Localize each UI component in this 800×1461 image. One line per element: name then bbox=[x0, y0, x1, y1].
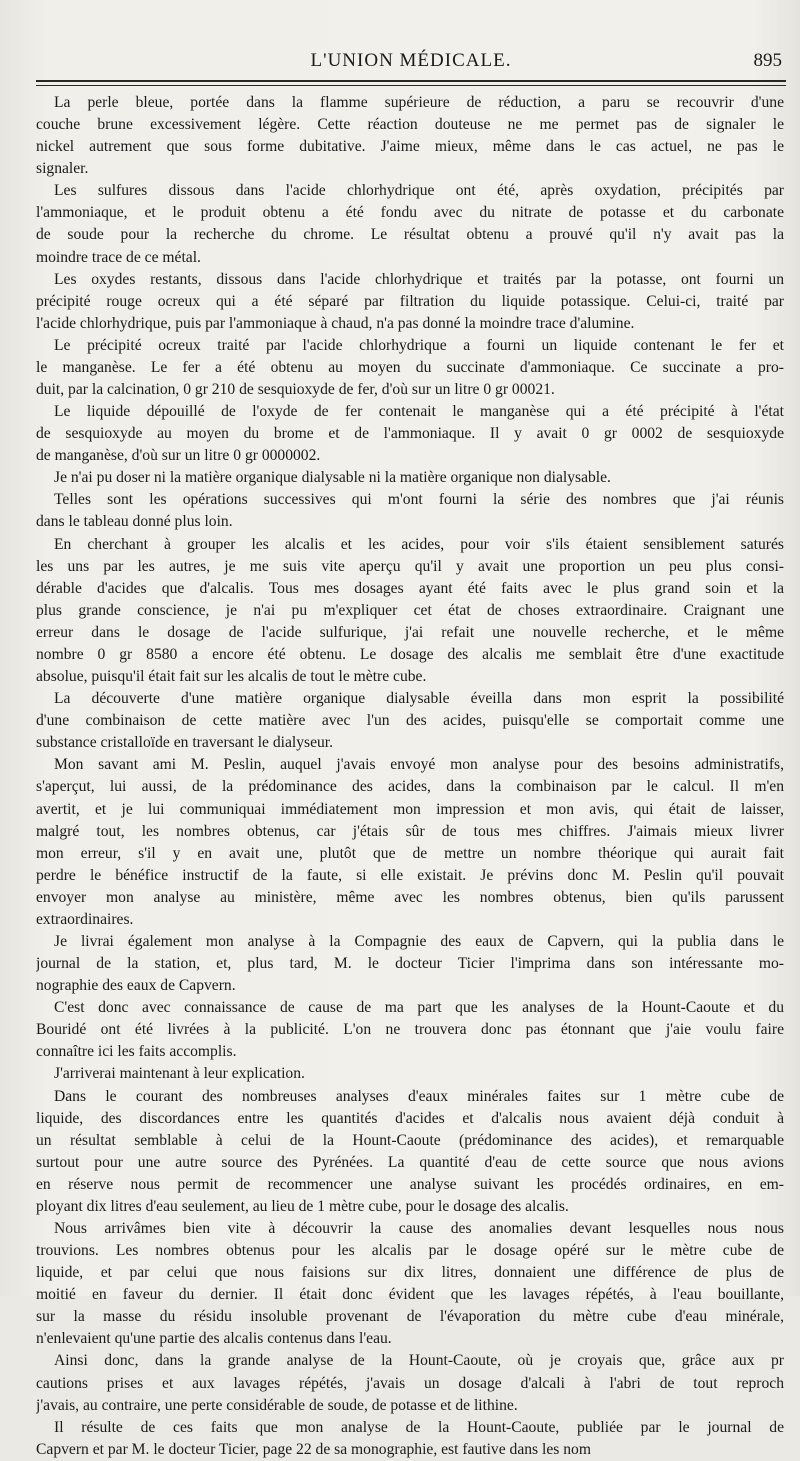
paragraph bbox=[36, 489, 784, 533]
paragraph bbox=[36, 467, 784, 489]
text-line: nombre 0 gr 8580 a encore été obtenu. Le dosage des alcalis me semblait être d'une exactitude bbox=[36, 645, 784, 663]
paragraph bbox=[36, 1350, 784, 1416]
page-number: 895 bbox=[753, 50, 782, 71]
text-line: plus grande conscience, je n'ai pu m'expliquer cet état de choses extraordinaire. Craignant une bbox=[36, 601, 784, 619]
text-line: Telles sont les opérations successives qui m'ont fourni la série des nombres que j'ai réunis bbox=[54, 491, 784, 509]
text-line: trouvions. Les nombres obtenus pour les alcalis par le dosage opéré sur le mètre cube de bbox=[36, 1242, 784, 1260]
text-line: Nous arrivâmes bien vite à découvrir la cause des anomalies devant lesquelles nous nous bbox=[54, 1219, 784, 1237]
text-line: La perle bleue, portée dans la flamme supérieure de réduction, a paru se recouvrir d'une bbox=[54, 94, 784, 111]
paragraph bbox=[36, 335, 784, 401]
paragraph bbox=[36, 92, 784, 180]
text-line: Les sulfures dissous dans l'acide chlorhydrique ont été, après oxydation, précipités par bbox=[54, 182, 784, 200]
text-line: couche brune excessivement légère. Cette réaction douteuse ne me permet pas de signaler le bbox=[36, 116, 784, 134]
text-line: signaler. bbox=[36, 160, 89, 178]
text-line: connaître ici les faits accomplis. bbox=[36, 1043, 237, 1061]
text-line: C'est donc avec connaissance de cause de ma part que les analyses de la Hount-Caoute et du bbox=[54, 999, 784, 1017]
text-line: de manganèse, d'où sur un litre 0 gr 0000002. bbox=[36, 447, 321, 465]
paragraph bbox=[36, 1086, 784, 1218]
text-line: Le précipité ocreux traité par l'acide chlorhydrique a fourni un liquide contenant le fer et bbox=[54, 336, 784, 354]
body-text bbox=[36, 92, 784, 1461]
paragraph bbox=[36, 180, 784, 268]
paragraph bbox=[36, 1063, 784, 1085]
text-line: les uns par les autres, je me suis vite aperçu qu'il y avait une proportion un peu plus consi- bbox=[36, 557, 784, 575]
page-header bbox=[36, 46, 786, 80]
text-line: de sesquioxyde au moyen du brome et de l'ammoniaque. Il y avait 0 gr 0002 de sesquioxyde bbox=[36, 425, 784, 443]
text-line: Mon savant ami M. Peslin, auquel j'avais envoyé mon analyse pour des besoins administratifs, bbox=[54, 756, 784, 774]
text-line: dérable d'acides que d'alcalis. Tous mes dosages ayant été faits avec le plus grand soin et la bbox=[36, 579, 784, 597]
paragraph bbox=[36, 269, 784, 335]
paragraph bbox=[36, 997, 784, 1063]
paragraph bbox=[36, 688, 784, 754]
text-line: Je n'ai pu doser ni la matière organique dialysable ni la matière organique non dialysable. bbox=[54, 469, 611, 487]
text-line: perdre le bénéfice instructif de la faute, si elle existait. Je prévins donc M. Peslin qu'il pouvait bbox=[36, 866, 784, 884]
paragraph bbox=[36, 1218, 784, 1350]
text-line: erreur dans le dosage de l'acide sulfurique, j'ai refait une nouvelle recherche, et le même bbox=[36, 623, 784, 641]
paragraph bbox=[36, 401, 784, 467]
header-rule-thick bbox=[36, 80, 786, 82]
text-line: envoyer mon analyse au ministère, même avec les nombres obtenus, bien qu'ils parussent bbox=[36, 888, 784, 906]
text-line: précipité rouge ocreux qui a été séparé par filtration du liquide potassique. Celui-ci, traité par bbox=[36, 292, 784, 310]
text-line: Il résulte de ces faits que mon analyse de la Hount-Caoute, publiée par le journal de bbox=[54, 1418, 784, 1436]
text-line: Capvern et par M. le docteur Ticier, page 22 de sa monographie, est fautive dans les nom bbox=[36, 1440, 591, 1458]
paragraph bbox=[36, 534, 784, 689]
text-line: mon erreur, s'il y en avait une, plutôt que de mettre un nombre théorique qui aurait fait bbox=[36, 844, 784, 862]
text-line: nickel autrement que sous forme dubitative. J'aime mieux, même dans le cas actuel, ne pas le bbox=[36, 138, 784, 156]
text-line: un résultat semblable à celui de la Hount-Caoute (prédominance des acides), et remarquable bbox=[36, 1131, 784, 1149]
text-line: Les oxydes restants, dissous dans l'acide chlorhydrique et traités par la potasse, ont fourni un bbox=[54, 270, 784, 288]
text-line: moitié en faveur du dernier. Il était donc évident que les lavages répétés, à l'eau bouillante, bbox=[36, 1286, 784, 1304]
text-line: moindre trace de ce métal. bbox=[36, 248, 201, 266]
text-line: liquide, et par celui que nous faisions sur dix litres, donnaient une différence de plus de bbox=[36, 1264, 784, 1282]
text-line: nographie des eaux de Capvern. bbox=[36, 977, 236, 995]
text-line: l'acide chlorhydrique, puis par l'ammoniaque à chaud, n'a pas donné la moindre trace d'alumine. bbox=[36, 314, 635, 332]
text-line: n'enlevaient qu'une partie des alcalis contenus dans l'eau. bbox=[36, 1330, 392, 1348]
text-line: l'ammoniaque, et le produit obtenu a été fondu avec du nitrate de potasse et du carbonate bbox=[36, 204, 784, 222]
text-line: cautions prises et aux lavages répétés, j'avais un dosage d'alcali à l'abri de tout reproch bbox=[36, 1374, 784, 1392]
text-line: d'une combinaison de cette matière avec l'un des acides, puisqu'elle se comportait comme une bbox=[36, 712, 784, 730]
text-line: En cherchant à grouper les alcalis et les acides, pour voir s'ils étaient sensiblement saturés bbox=[54, 535, 784, 553]
text-line: Le liquide dépouillé de l'oxyde de fer contenait le manganèse qui a été précipité à l'état bbox=[54, 403, 784, 421]
text-line: le manganèse. Le fer a été obtenu au moyen du succinate d'ammoniaque. Ce succinate a pro- bbox=[36, 358, 784, 376]
text-line: malgré tout, les nombres obtenus, car j'étais sûr de tous mes chiffres. J'aimais mieux livrer bbox=[36, 822, 784, 840]
text-line: Dans le courant des nombreuses analyses d'eaux minérales faites sur 1 mètre cube de bbox=[54, 1087, 784, 1105]
paragraph bbox=[36, 931, 784, 997]
running-title: L'UNION MÉDICALE. bbox=[310, 50, 512, 71]
text-line: Ainsi donc, dans la grande analyse de la Hount-Caoute, où je croyais que, grâce aux pr bbox=[54, 1352, 784, 1370]
text-line: liquide, des discordances entre les quantités d'acides et d'alcalis nous avaient déjà conduit à bbox=[36, 1109, 784, 1127]
text-line: La découverte d'une matière organique dialysable éveilla dans mon esprit la possibilité bbox=[54, 690, 784, 708]
text-line: avertit, et je lui communiquai immédiatement mon impression et mon avis, qui était de laisser, bbox=[36, 800, 784, 818]
text-line: sur la masse du résidu insoluble provenant de l'évaporation du mètre cube d'eau minérale, bbox=[36, 1308, 784, 1326]
paragraph bbox=[36, 1417, 784, 1461]
text-line: substance cristalloïde en traversant le dialyseur. bbox=[36, 734, 334, 752]
text-line: duit, par la calcination, 0 gr 210 de sesquioxyde de fer, d'où sur un litre 0 gr 00021. bbox=[36, 381, 555, 399]
text-line: dans le tableau donné plus loin. bbox=[36, 513, 233, 531]
paragraph bbox=[36, 754, 784, 931]
text-line: Bouridé ont été livrées à la publicité. L'on ne trouvera donc pas étonnant que j'aie voulu faire bbox=[36, 1021, 784, 1039]
text-line: absolue, puisqu'il était fait sur les alcalis de tout le mètre cube. bbox=[36, 668, 427, 686]
text-line: s'aperçut, lui aussi, de la prédominance des acides, dans la combinaison par le calcul. Il m'en bbox=[36, 778, 784, 796]
text-line: extraordinaires. bbox=[36, 910, 134, 928]
text-line: surtout pour une autre source des Pyrénées. La quantité d'eau de cette source que nous avions bbox=[36, 1153, 784, 1171]
text-line: en réserve nous permit de recommencer une analyse suivant les procédés ordinaires, en em- bbox=[36, 1175, 784, 1193]
text-line: de soude pour la recherche du chrome. Le résultat obtenu a prouvé qu'il n'y avait pas la bbox=[36, 226, 784, 244]
header-rule-thin bbox=[36, 85, 786, 86]
text-line: J'arriverai maintenant à leur explication. bbox=[54, 1065, 305, 1083]
text-line: Je livrai également mon analyse à la Compagnie des eaux de Capvern, qui la publia dans le bbox=[54, 932, 784, 950]
text-line: journal de la station, et, plus tard, M. le docteur Ticier l'imprima dans son intéressante mo- bbox=[36, 955, 784, 973]
text-line: ployant dix litres d'eau seulement, au lieu de 1 mètre cube, pour le dosage des alcalis. bbox=[36, 1197, 569, 1215]
text-line: j'avais, au contraire, une perte considérable de soude, de potasse et de lithine. bbox=[36, 1396, 518, 1414]
